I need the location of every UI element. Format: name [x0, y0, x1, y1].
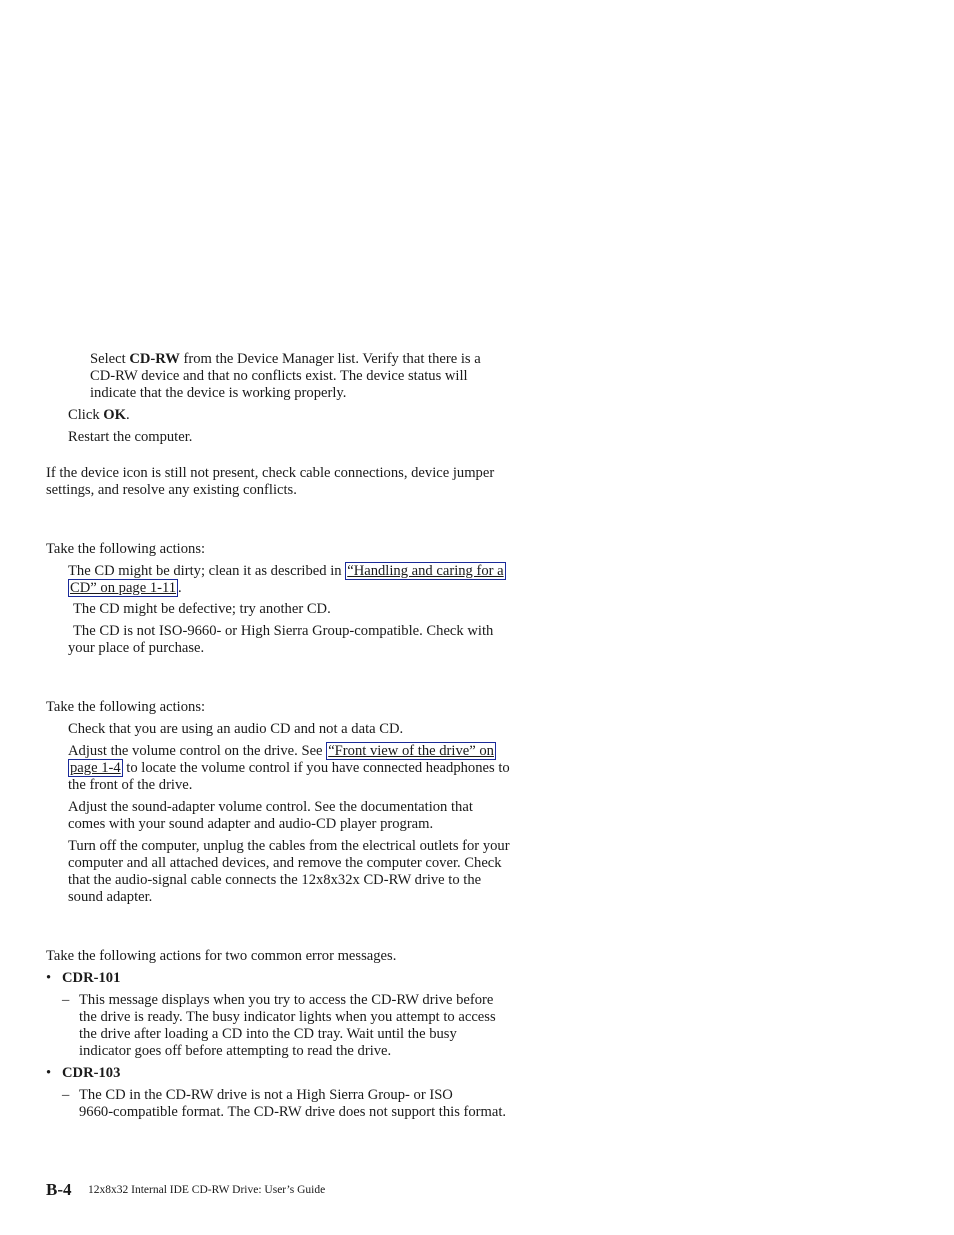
item-line: that the audio-signal cable connects the 12x8x32x CD-RW drive to the — [68, 872, 482, 888]
item-suffix: . — [178, 580, 182, 596]
section3-item-sound-adapter — [68, 799, 473, 833]
step-select-text: from the Device Manager list. Verify that there is a — [179, 351, 481, 367]
error-line: 9660-compatible format. The CD-RW drive does not support this format. — [79, 1104, 507, 1120]
section2-item-iso — [68, 623, 493, 657]
item-line: your place of purchase. — [68, 640, 205, 656]
section2-item-dirty — [68, 563, 506, 597]
item-line: Adjust the sound-adapter volume control. See the documentation that — [68, 799, 473, 815]
link-front-view[interactable]: “Front view of the drive” on — [328, 743, 494, 759]
item-line: The CD is not ISO-9660- or High Sierra Group-compatible. Check with — [73, 623, 494, 639]
error-cdr-103 — [62, 1065, 120, 1082]
bullet-icon: • — [46, 970, 52, 986]
not-present-paragraph — [46, 465, 494, 499]
link-handling-caring[interactable]: “Handling and caring for a — [347, 563, 504, 579]
item-line: computer and all attached devices, and remove the computer cover. Check — [68, 855, 502, 871]
section2-item-defective: The CD might be defective; try another CD. — [73, 601, 331, 617]
bullet-icon: • — [46, 1065, 52, 1081]
item-text: The CD might be dirty; clean it as described in — [68, 563, 346, 579]
error-cdr-101-description — [79, 992, 496, 1060]
error-cdr-103-description — [79, 1087, 506, 1121]
step-ok-suffix: . — [125, 407, 130, 423]
error-line: the drive after loading a CD into the CD tray. Wait until the busy — [79, 1026, 457, 1042]
error-line: indicator goes off before attempting to read the drive. — [79, 1043, 392, 1059]
section4-intro: Take the following actions for two common error messages. — [46, 948, 397, 964]
step-select-prefix: Select — [90, 351, 130, 367]
item-text: to locate the volume control if you have connected headphones to — [122, 760, 510, 776]
error-code: CDR-103 — [62, 1065, 121, 1081]
page-number: B-4 — [46, 1180, 72, 1199]
error-line: This message displays when you try to access the CD-RW drive before — [79, 992, 494, 1008]
error-line: The CD in the CD-RW drive is not a High Sierra Group- or ISO — [79, 1087, 453, 1103]
step-restart: Restart the computer. — [68, 429, 193, 445]
section3-item-volume — [68, 743, 510, 794]
section3-intro: Take the following actions: — [46, 699, 206, 715]
dash-icon: – — [62, 1087, 70, 1103]
item-line: Turn off the computer, unplug the cables from the electrical outlets for your — [68, 838, 510, 854]
link-handling-caring-page[interactable]: CD” on page 1-11 — [70, 580, 177, 596]
item-line: comes with your sound adapter and audio-CD player program. — [68, 816, 434, 832]
item-line: sound adapter. — [68, 889, 153, 905]
paragraph-line: settings, and resolve any existing conflicts. — [46, 482, 297, 498]
error-line: the drive is ready. The busy indicator lights when you attempt to access — [79, 1009, 496, 1025]
item-text: Adjust the volume control on the drive. See — [68, 743, 327, 759]
link-front-view-page[interactable]: page 1-4 — [70, 760, 121, 776]
item-line: the front of the drive. — [68, 777, 193, 793]
step-click-ok — [68, 407, 130, 424]
section3-item-cable — [68, 838, 510, 906]
dash-icon: – — [62, 992, 70, 1008]
step-select-line: indicate that the device is working properly. — [90, 385, 347, 401]
cdrw-term: CD-RW — [129, 351, 180, 367]
step-select-line: CD-RW device and that no conflicts exist. The device status will — [90, 368, 468, 384]
step-ok-prefix: Click — [68, 407, 104, 423]
section2-intro: Take the following actions: — [46, 541, 206, 557]
footer-title: 12x8x32 Internal IDE CD-RW Drive: User’s Guide — [88, 1184, 326, 1196]
section3-item-audio-cd: Check that you are using an audio CD and not a data CD. — [68, 721, 404, 737]
paragraph-line: If the device icon is still not present, check cable connections, device jumper — [46, 465, 495, 481]
error-cdr-101 — [62, 970, 120, 987]
ok-term: OK — [103, 407, 126, 423]
step-select-cdrw — [90, 351, 481, 402]
error-code: CDR-101 — [62, 970, 121, 986]
